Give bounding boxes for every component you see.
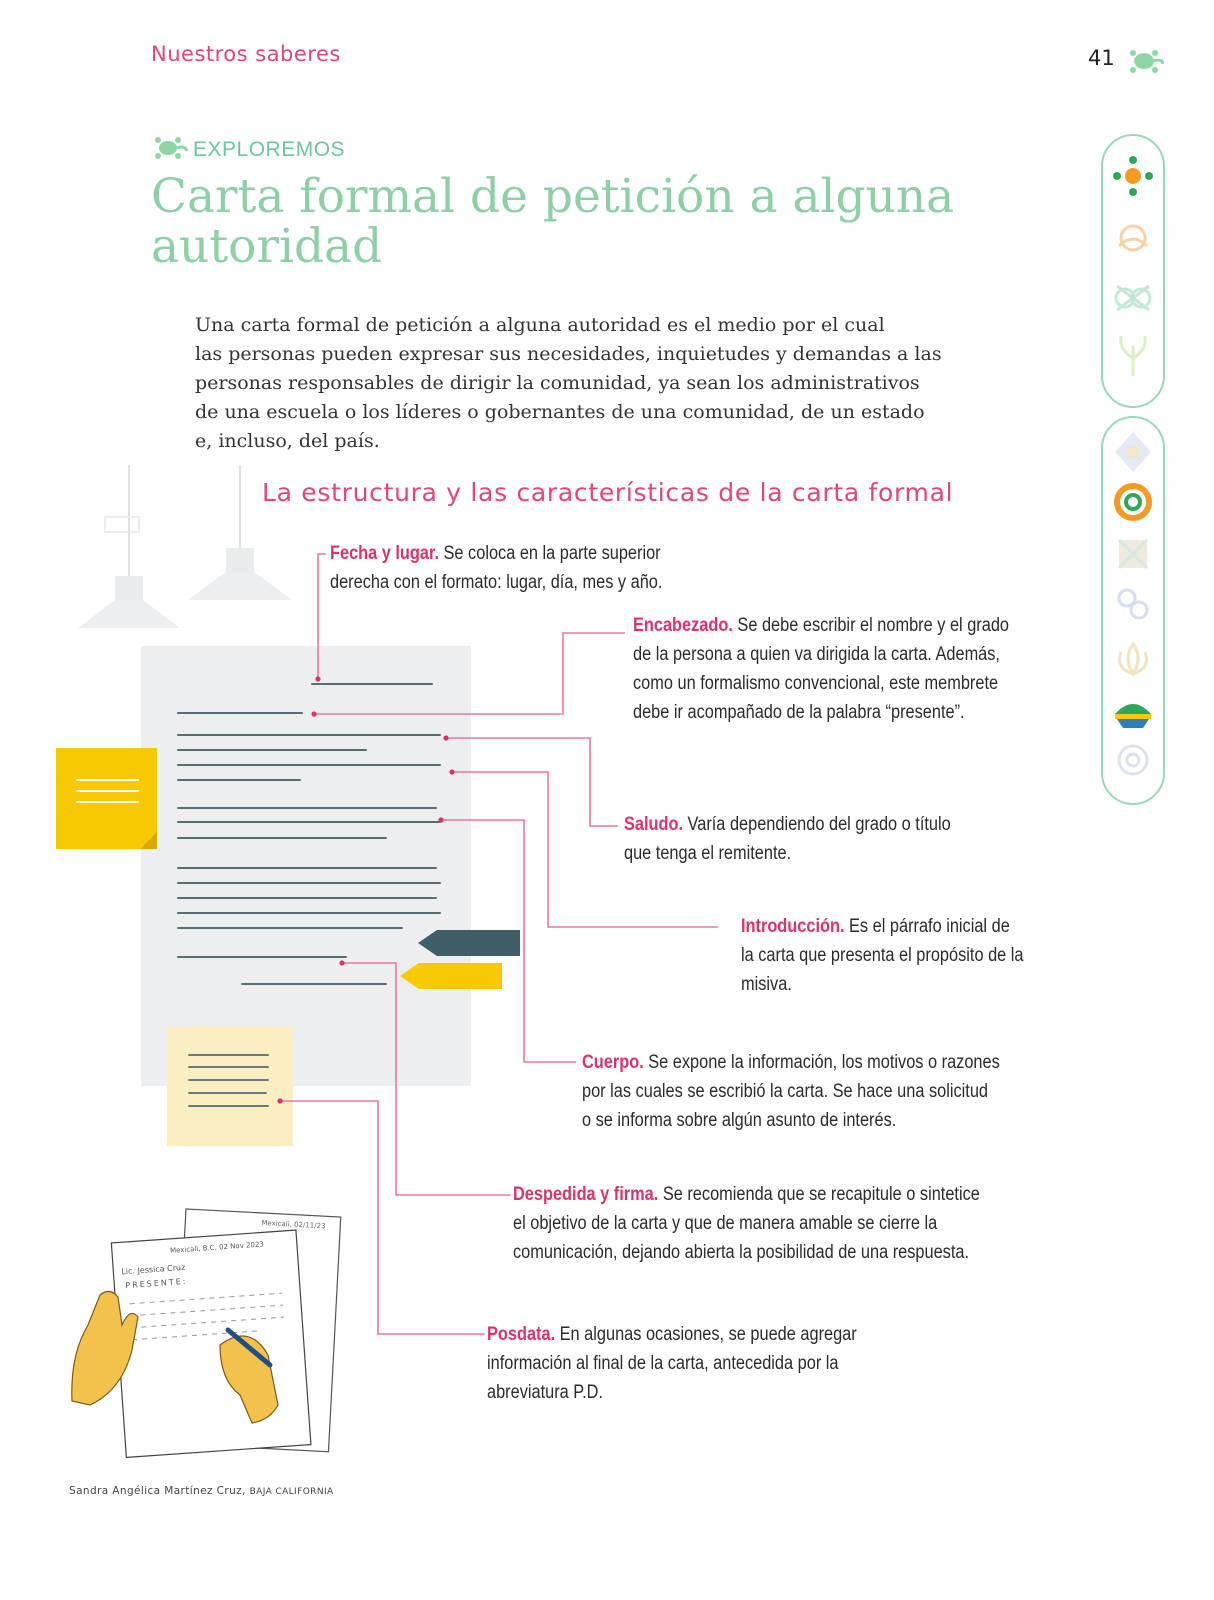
intro-line: las personas pueden expresar sus necesidades, inquietudes y demandas a las [195, 343, 942, 365]
faded-diamond-icon [1115, 432, 1151, 472]
introduccion-description [741, 912, 1024, 999]
intro-paragraph [195, 311, 1035, 456]
illustration-credit [69, 1485, 334, 1497]
credit-author: Sandra Angélica Martínez Cruz, [69, 1485, 246, 1497]
posdata-line: En algunas ocasiones, se puede agregar [555, 1324, 857, 1345]
fecha-lugar-term: Fecha y lugar. [330, 543, 439, 564]
saludo-description [624, 810, 951, 868]
despedida-firma-term: Despedida y firma. [513, 1184, 659, 1205]
cuerpo-line: Se expone la información, los motivos o razones [643, 1052, 1000, 1073]
fecha-line: Se coloca en la parte superior [438, 543, 661, 564]
cuerpo-line: por las cuales se escribió la carta. Se hace una solicitud [582, 1081, 989, 1102]
flower-icon [1113, 156, 1153, 196]
encabezado-term: Encabezado. [633, 615, 733, 636]
bowl-icon [1115, 704, 1151, 728]
despedida-line: Se recomienda que se recapitule o sintetice [658, 1184, 980, 1205]
posdata-line: información al final de la carta, antecedida por la [487, 1353, 839, 1374]
credit-state: BAJA CALIFORNIA [249, 1487, 334, 1497]
encabezado-line: debe ir acompañado de la palabra “presente”. [633, 702, 965, 723]
encabezado-line: como un formalismo convencional, este membrete [633, 673, 999, 694]
ring-icon [1117, 486, 1149, 518]
section-label: EXPLOREMOS [193, 138, 346, 161]
encabezado-line: Se debe escribir el nombre y el grado [732, 615, 1010, 636]
cuerpo-term: Cuerpo. [582, 1052, 644, 1073]
faded-loops-icon [1116, 286, 1150, 310]
letter-addressee: Lic. Jessica Cruz [121, 1262, 186, 1277]
page-title: Carta formal de petición a alguna autoridad [151, 169, 955, 274]
axolotl-icon [1124, 44, 1164, 78]
faded-plant-icon [1121, 336, 1146, 376]
introduccion-line: Es el párrafo inicial de [844, 916, 1010, 937]
campo-formativo-rail [1101, 134, 1165, 408]
introduccion-line: misiva. [741, 974, 792, 995]
posdata-term: Posdata. [487, 1324, 556, 1345]
saludo-term: Saludo. [624, 814, 684, 835]
diagram-title: La estructura y las características de la carta formal [262, 478, 954, 507]
intro-line: e, incluso, del país. [195, 430, 380, 452]
despedida-line: el objetivo de la carta y que de manera amable se cierre la [513, 1213, 938, 1234]
axolotl-icon [150, 134, 188, 162]
faded-spiral-icon [1119, 226, 1147, 250]
despedida-firma-description [513, 1180, 980, 1267]
saludo-line: que tenga el remitente. [624, 843, 792, 864]
introduccion-term: Introducción. [741, 916, 845, 937]
faded-square-icon [1119, 540, 1147, 568]
faded-lotus-icon [1120, 644, 1147, 674]
handwritten-letter-drawing [60, 1205, 350, 1475]
fecha-line: derecha con el formato: lugar, día, mes y año. [330, 572, 663, 593]
saludo-line: Varía dependiendo del grado o título [683, 814, 951, 835]
fecha-lugar-description [330, 539, 662, 597]
introduccion-line: la carta que presenta el propósito de la [741, 945, 1024, 966]
posdata-description [487, 1320, 857, 1407]
encabezado-line: de la persona a quien va dirigida la carta. Además, [633, 644, 1000, 665]
despedida-line: comunicación, dejando abierta la posibilidad de una respuesta. [513, 1242, 970, 1263]
page-number: 41 [1088, 46, 1115, 70]
eje-articulador-rail [1101, 416, 1165, 805]
front-letter-date: Mexicali, B.C. 02 Nov 2023 [169, 1240, 265, 1255]
cuerpo-description [582, 1048, 1000, 1135]
encabezado-description [633, 611, 1009, 727]
intro-line: personas responsables de dirigir la comunidad, ya sean los administrativos [195, 372, 920, 394]
intro-line: Una carta formal de petición a alguna autoridad es el medio por el cual [195, 314, 885, 336]
faded-circles-icon [1119, 590, 1147, 618]
letter-presente: PRESENTE: [125, 1276, 188, 1291]
intro-line: de una escuela o los líderes o gobernantes de una comunidad, de un estado [195, 401, 925, 423]
faded-circle-icon [1119, 746, 1147, 774]
posdata-line: abreviatura P.D. [487, 1382, 603, 1403]
running-header: Nuestros saberes [151, 42, 341, 66]
back-letter-date: Mexicali, 02/11/23 [261, 1218, 326, 1231]
cuerpo-line: o se informa sobre algún asunto de interés. [582, 1110, 897, 1131]
